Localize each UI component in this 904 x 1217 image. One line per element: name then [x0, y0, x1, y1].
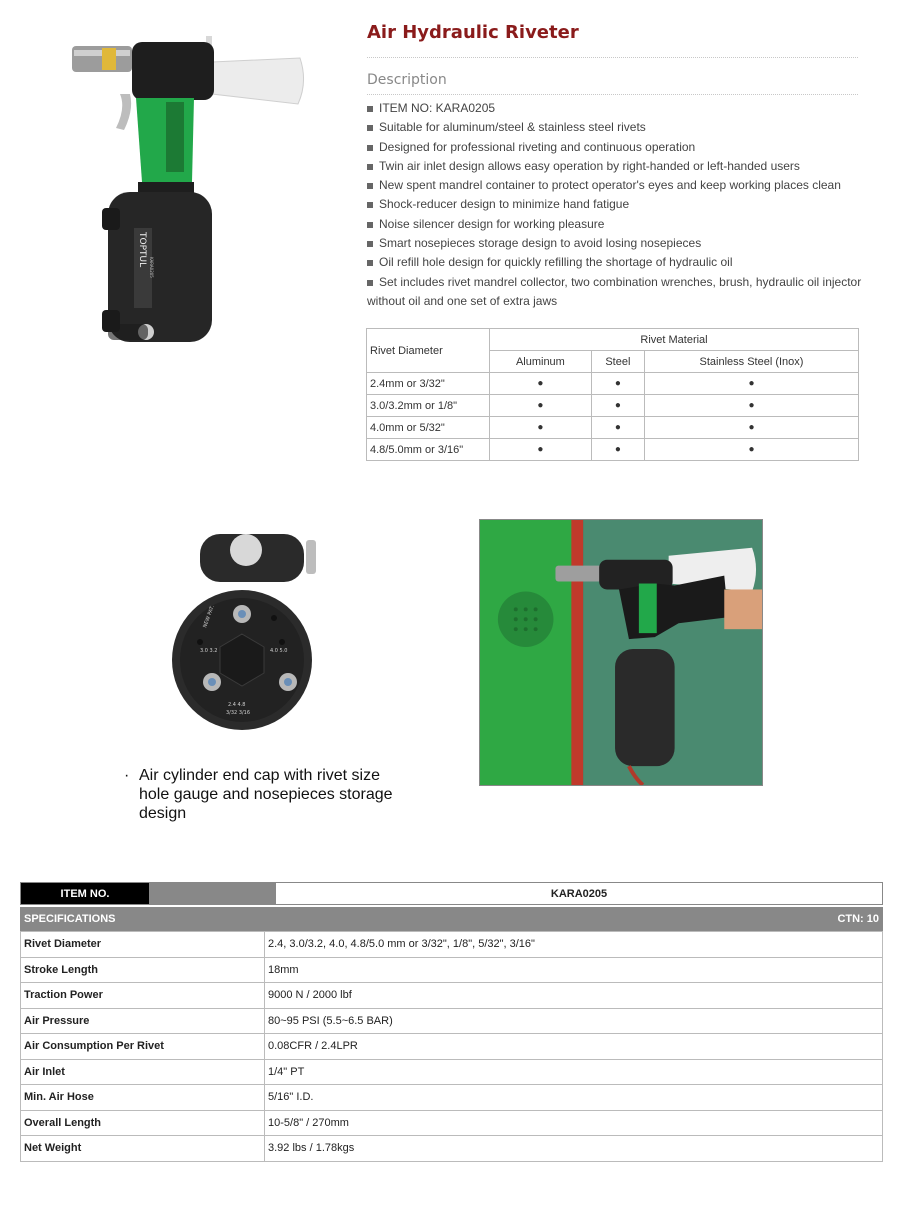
tool-model-text: KARA0205: [149, 257, 154, 278]
product-title: Air Hydraulic Riveter: [367, 22, 579, 43]
gauge-new-pat-text: NEW PAT.: [202, 604, 216, 629]
compatibility-dot-icon: ●: [644, 417, 858, 439]
compatibility-dot-icon: ●: [644, 373, 858, 395]
ctn-label: CTN: 10: [837, 913, 879, 925]
table-row: [21, 1085, 883, 1111]
riveter-product-image: [62, 32, 322, 362]
table-row: [367, 439, 859, 461]
compatibility-dot-icon: ●: [591, 395, 644, 417]
description-divider: [367, 94, 858, 95]
square-bullet-icon: [367, 202, 373, 208]
spec-key: Air Pressure: [21, 1008, 265, 1034]
spec-value: 9000 N / 2000 lbf: [265, 983, 883, 1009]
caption-bullet-icon: ·: [124, 767, 130, 784]
tool-brand-text: TOPTUL: [137, 232, 147, 268]
title-divider: [367, 57, 858, 58]
feature-item: Suitable for aluminum/steel & stainless steel rivets: [367, 118, 862, 137]
spec-key: Air Consumption Per Rivet: [21, 1034, 265, 1060]
feature-item: Shock-reducer design to minimize hand fatigue: [367, 195, 862, 214]
spec-value: 1/4" PT: [265, 1059, 883, 1085]
spec-value: 3.92 lbs / 1.78kgs: [265, 1136, 883, 1162]
square-bullet-icon: [367, 145, 373, 151]
compatibility-dot-icon: ●: [591, 417, 644, 439]
compatibility-dot-icon: ●: [490, 395, 592, 417]
compatibility-dot-icon: ●: [644, 395, 858, 417]
feature-item: Set includes rivet mandrel collector, two combination wrenches, brush, hydraulic oil injector without oil and one set of extra jaws: [367, 274, 862, 308]
gauge-label: 2.4 4.8: [228, 702, 246, 708]
feature-item: New spent mandrel container to protect operator's eyes and keep working places clean: [367, 176, 862, 195]
spec-value: 10-5/8" / 270mm: [265, 1110, 883, 1136]
square-bullet-icon: [367, 241, 373, 247]
row-label: 3.0/3.2mm or 1/8": [367, 395, 490, 417]
table-row: [21, 1110, 883, 1136]
spec-key: Min. Air Hose: [21, 1085, 265, 1111]
feature-item: Oil refill hole design for quickly refilling the shortage of hydraulic oil: [367, 253, 862, 272]
feature-item: Designed for professional riveting and continuous operation: [367, 138, 862, 157]
feature-item: Smart nosepieces storage design to avoid losing nosepieces: [367, 234, 862, 253]
feature-item: Noise silencer design for working pleasure: [367, 215, 862, 234]
square-bullet-icon: [367, 183, 373, 189]
compatibility-dot-icon: ●: [490, 417, 592, 439]
end-cap-caption: [124, 766, 414, 823]
spec-value: 2.4, 3.0/3.2, 4.0, 4.8/5.0 mm or 3/32", 1/8", 5/32", 3/16": [265, 932, 883, 958]
compatibility-dot-icon: ●: [591, 373, 644, 395]
spec-rows: [20, 931, 883, 1162]
spec-value: 5/16" I.D.: [265, 1085, 883, 1111]
row-label: 4.8/5.0mm or 3/16": [367, 439, 490, 461]
caption-text: Air cylinder end cap with rivet size hole gauge and nosepieces storage design: [139, 767, 393, 822]
end-cap-image: [170, 530, 320, 748]
item-no-label: ITEM NO.: [21, 883, 149, 904]
column-header-aluminum: Aluminum: [490, 351, 592, 373]
table-row: [21, 983, 883, 1009]
spec-key: Net Weight: [21, 1136, 265, 1162]
item-no-row: [20, 882, 883, 905]
item-no-value: KARA0205: [550, 887, 608, 900]
table-row: [367, 417, 859, 439]
column-header-stainless: Stainless Steel (Inox): [644, 351, 858, 373]
riveter-in-use-photo: [479, 519, 763, 786]
feature-item: ITEM NO: KARA0205: [367, 99, 862, 118]
table-row: [367, 373, 859, 395]
rivet-diameter-header: Rivet Diameter: [367, 329, 490, 373]
square-bullet-icon: [367, 164, 373, 170]
table-row: [21, 932, 883, 958]
rivet-material-table: [366, 328, 859, 461]
square-bullet-icon: [367, 260, 373, 266]
specifications-label: SPECIFICATIONS: [24, 913, 116, 925]
compatibility-dot-icon: ●: [490, 439, 592, 461]
specifications-header: [20, 907, 883, 931]
spec-key: Traction Power: [21, 983, 265, 1009]
row-label: 4.0mm or 5/32": [367, 417, 490, 439]
specifications-table: [20, 882, 883, 1162]
item-no-spacer: [149, 883, 276, 904]
spec-key: Rivet Diameter: [21, 932, 265, 958]
square-bullet-icon: [367, 222, 373, 228]
column-header-steel: Steel: [591, 351, 644, 373]
compatibility-dot-icon: ●: [490, 373, 592, 395]
feature-list: [367, 99, 862, 311]
table-row: [21, 1008, 883, 1034]
table-row: [21, 957, 883, 983]
spec-key: Overall Length: [21, 1110, 265, 1136]
compatibility-dot-icon: ●: [644, 439, 858, 461]
spec-value: 0.08CFR / 2.4LPR: [265, 1034, 883, 1060]
table-row: [21, 1059, 883, 1085]
table-row: [367, 395, 859, 417]
gauge-label: 3/32 3/16: [226, 710, 251, 716]
spec-key: Air Inlet: [21, 1059, 265, 1085]
table-row: [21, 1034, 883, 1060]
description-heading: Description: [367, 72, 447, 88]
square-bullet-icon: [367, 106, 373, 112]
compatibility-dot-icon: ●: [591, 439, 644, 461]
feature-item: Twin air inlet design allows easy operation by right-handed or left-handed users: [367, 157, 862, 176]
row-label: 2.4mm or 3/32": [367, 373, 490, 395]
rivet-material-header: Rivet Material: [490, 329, 859, 351]
table-row: [21, 1136, 883, 1162]
gauge-label: 3.0 3.2: [200, 648, 218, 654]
spec-key: Stroke Length: [21, 957, 265, 983]
square-bullet-icon: [367, 125, 373, 131]
square-bullet-icon: [367, 280, 373, 286]
spec-value: 18mm: [265, 957, 883, 983]
gauge-label: 4.0 5.0: [270, 648, 288, 654]
spec-value: 80~95 PSI (5.5~6.5 BAR): [265, 1008, 883, 1034]
